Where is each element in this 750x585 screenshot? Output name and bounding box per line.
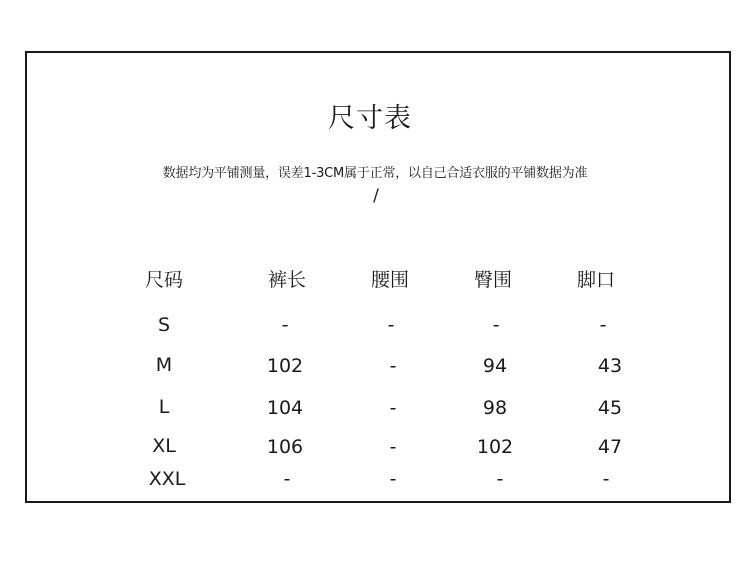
row-s-size: S: [157, 314, 171, 336]
row-l-leg-opening: 45: [597, 397, 623, 419]
row-m-length: 102: [266, 355, 304, 377]
row-xl-leg-opening: 47: [597, 436, 623, 458]
row-l-size: L: [158, 396, 170, 418]
row-xxl-leg-opening: -: [602, 468, 610, 490]
row-m-leg-opening: 43: [597, 355, 623, 377]
row-m-size: M: [155, 354, 173, 376]
header-waist: 腰围: [370, 269, 409, 291]
row-xl-waist: -: [389, 436, 397, 458]
page-title: 尺寸表: [328, 103, 412, 134]
row-l-length: 104: [266, 397, 304, 419]
row-l-waist: -: [389, 397, 397, 419]
header-length: 裤长: [267, 269, 306, 291]
row-s-hip: -: [492, 314, 500, 336]
row-s-waist: -: [387, 314, 395, 336]
measurement-note: 数据均为平铺测量，误差1-3CM属于正常，以自己合适衣服的平铺数据为准: [162, 166, 588, 181]
measurement-note-tail: /: [373, 186, 379, 206]
row-m-waist: -: [389, 355, 397, 377]
row-s-length: -: [281, 314, 289, 336]
row-xl-size: XL: [152, 435, 176, 457]
row-xxl-waist: -: [389, 468, 397, 490]
header-leg-opening: 脚口: [576, 269, 615, 291]
row-s-leg-opening: -: [599, 314, 607, 336]
row-xl-hip: 102: [476, 436, 514, 458]
row-xxl-hip: -: [496, 468, 504, 490]
row-m-hip: 94: [482, 355, 508, 377]
header-hip: 臀围: [473, 269, 512, 291]
row-xxl-size: XXL: [148, 468, 186, 490]
header-size: 尺码: [144, 269, 183, 291]
row-xxl-length: -: [283, 468, 291, 490]
row-l-hip: 98: [482, 397, 508, 419]
row-xl-length: 106: [266, 436, 304, 458]
